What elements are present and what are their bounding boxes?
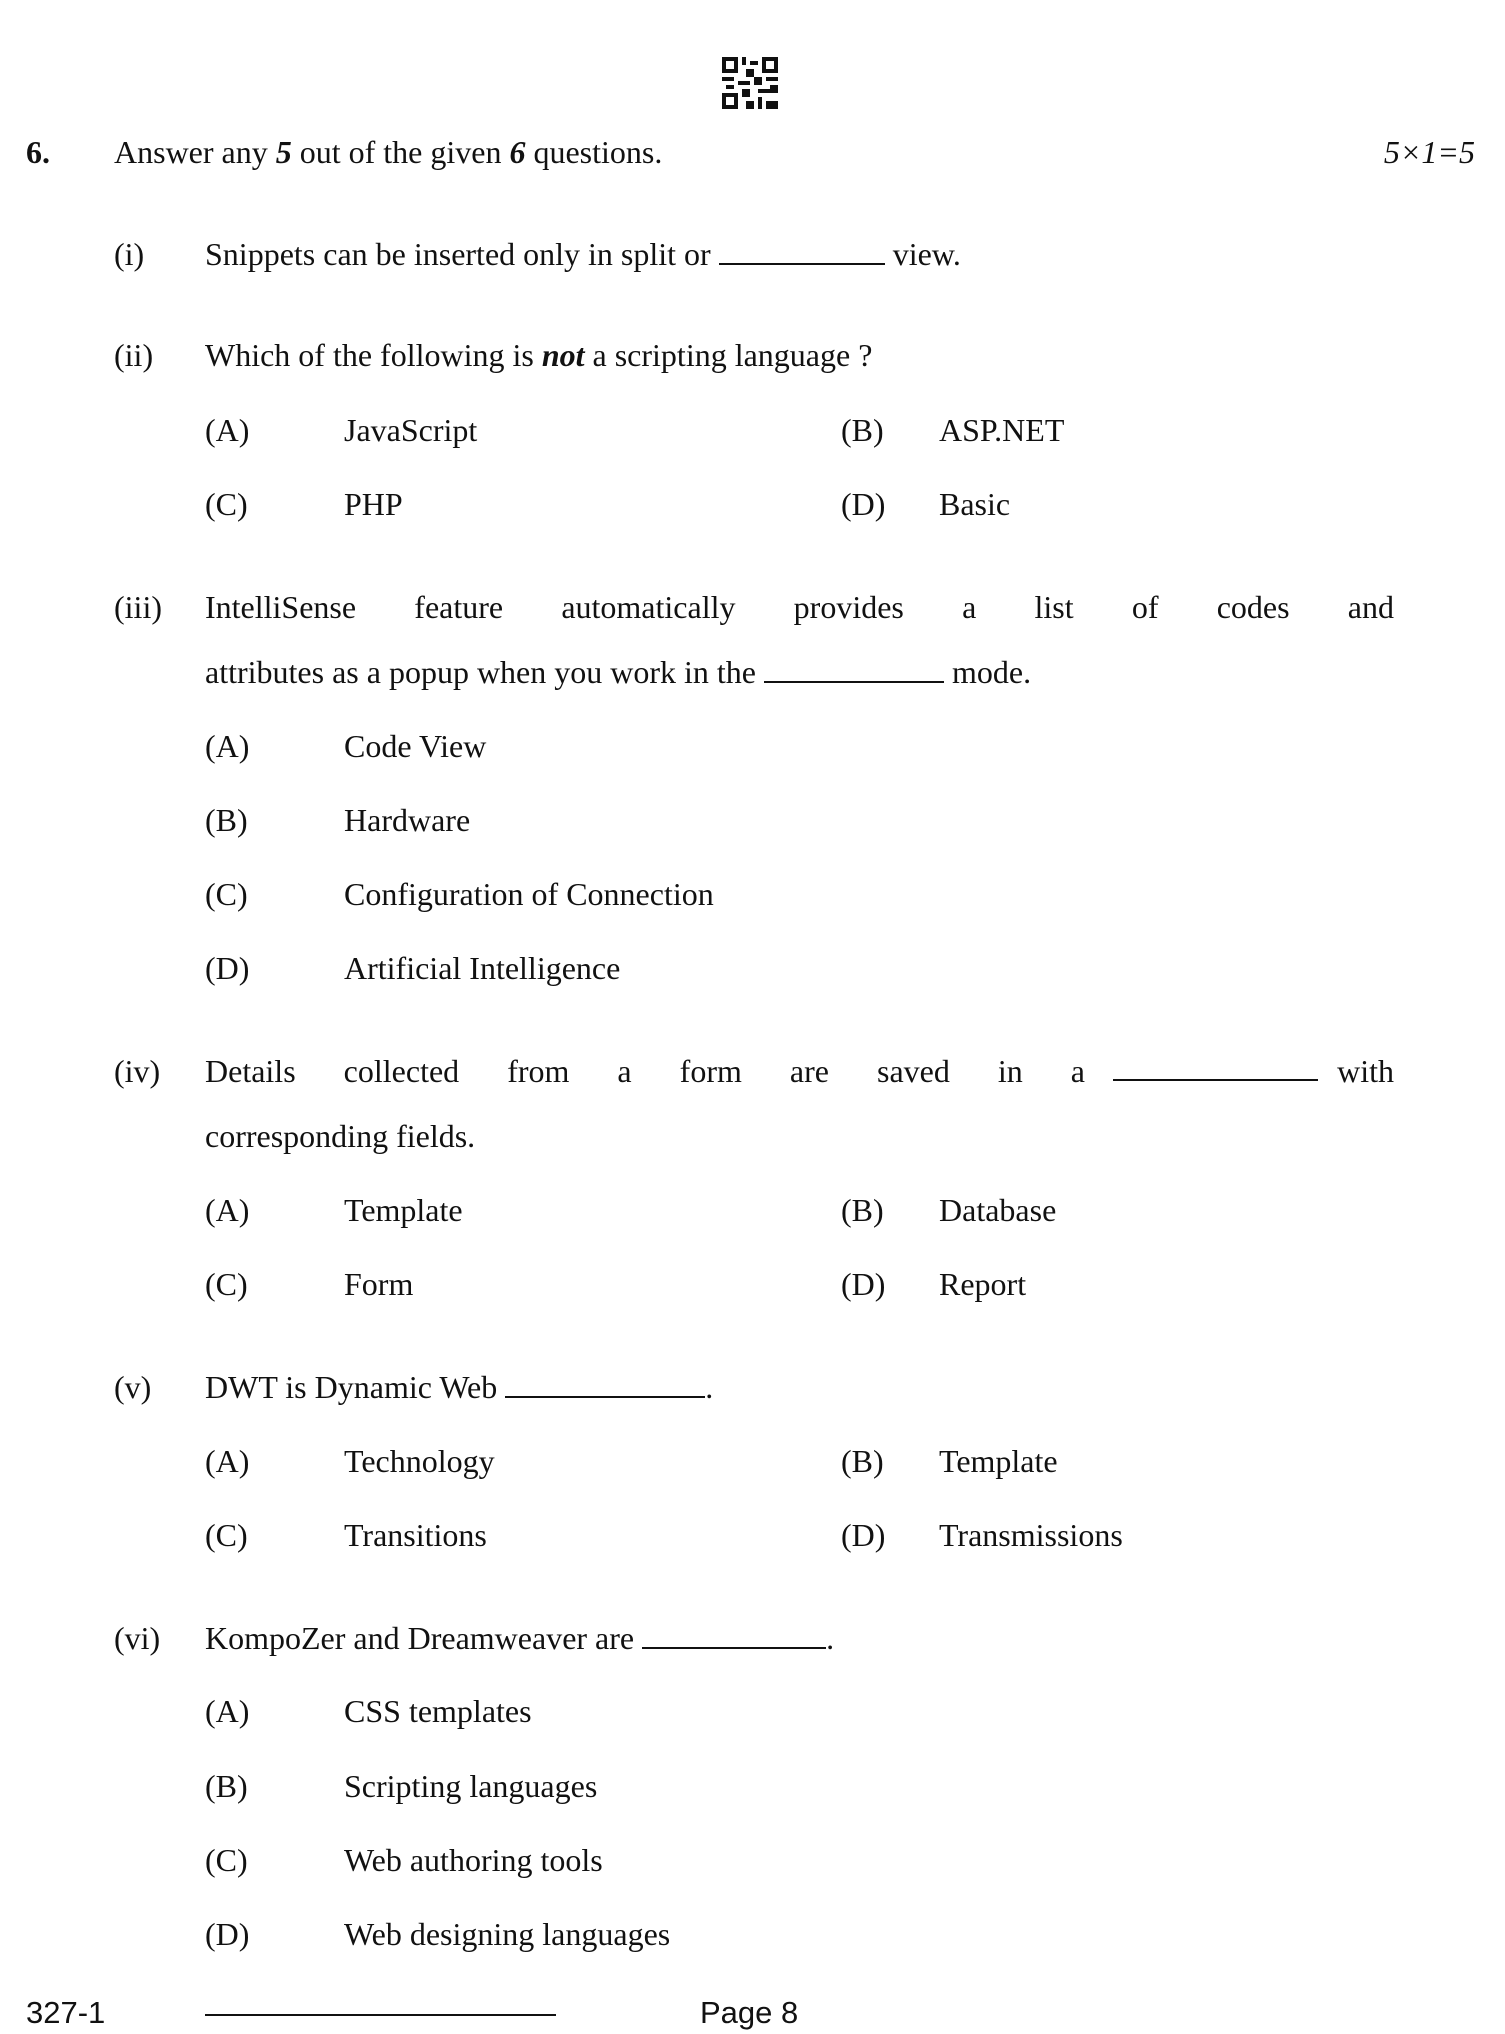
option-key: (D) <box>841 1517 886 1553</box>
option-key: (D) <box>205 950 250 986</box>
question-number: 6. <box>26 134 50 170</box>
question-instruction <box>114 134 662 170</box>
emphasis: not <box>541 337 585 373</box>
item-label: (v) <box>114 1369 152 1405</box>
instruction-text: Answer any <box>114 134 276 170</box>
text: a scripting language ? <box>584 337 873 373</box>
item-text <box>205 236 961 272</box>
qr-code-icon <box>722 57 778 109</box>
item-text: IntelliSense feature automatically provides a list of codes and <box>205 589 1394 625</box>
option-key: (D) <box>841 486 886 522</box>
option-text: Form <box>344 1266 414 1302</box>
blank <box>764 655 944 683</box>
option-key: (B) <box>841 412 884 448</box>
option-key: (C) <box>205 1517 248 1553</box>
option-text: JavaScript <box>344 412 478 448</box>
option-text: Transmissions <box>939 1517 1123 1553</box>
text: KompoZer and Dreamweaver are <box>205 1620 643 1656</box>
option-key: (A) <box>205 1443 250 1479</box>
option-key: (B) <box>205 1768 248 1804</box>
item-text: corresponding fields. <box>205 1118 476 1154</box>
option-text: PHP <box>344 486 403 522</box>
text: Which of the following is <box>205 337 542 373</box>
blank <box>642 1621 826 1649</box>
item-text <box>205 654 1031 690</box>
marks: 5×1=5 <box>1383 134 1475 170</box>
text: Snippets can be inserted only in split or <box>205 236 719 272</box>
instruction-count: 5 <box>275 134 292 170</box>
instruction-text: questions. <box>525 134 663 170</box>
option-text: Code View <box>344 728 487 764</box>
option-key: (B) <box>205 802 248 838</box>
item-text <box>205 1369 713 1405</box>
option-text: Scripting languages <box>344 1768 598 1804</box>
blank <box>1113 1053 1318 1081</box>
option-text: Configuration of Connection <box>344 876 714 912</box>
item-label: (iii) <box>114 589 162 625</box>
option-key: (A) <box>205 1192 250 1228</box>
option-key: (A) <box>205 1693 250 1729</box>
text: with <box>1337 1053 1394 1089</box>
text: . <box>826 1620 835 1656</box>
option-key: (A) <box>205 412 250 448</box>
text: DWT is Dynamic Web <box>205 1369 506 1405</box>
text: attributes as a popup when you work in the <box>205 654 764 690</box>
option-text: Transitions <box>344 1517 487 1553</box>
option-text: ASP.NET <box>939 412 1065 448</box>
option-text: Web authoring tools <box>344 1842 603 1878</box>
option-text: Template <box>939 1443 1058 1479</box>
option-text: Hardware <box>344 802 471 838</box>
item-text <box>205 1620 834 1656</box>
item-label: (iv) <box>114 1053 161 1089</box>
option-text: Technology <box>344 1443 495 1479</box>
item-label: (i) <box>114 236 145 272</box>
page-number: Page 8 <box>700 1995 799 2030</box>
option-text: Database <box>939 1192 1057 1228</box>
instruction-total: 6 <box>509 134 526 170</box>
paper-code: 327-1 <box>26 1995 106 2030</box>
blank <box>719 237 885 265</box>
item-label: (ii) <box>114 337 154 373</box>
text: mode. <box>944 654 1032 690</box>
item-label: (vi) <box>114 1620 161 1656</box>
option-key: (A) <box>205 728 250 764</box>
option-text: Basic <box>939 486 1011 522</box>
item-text <box>205 1053 1394 1089</box>
item-text <box>205 337 872 373</box>
option-key: (D) <box>205 1916 250 1952</box>
option-text: Artificial Intelligence <box>344 950 621 986</box>
option-key: (B) <box>841 1443 884 1479</box>
option-text: Template <box>344 1192 463 1228</box>
option-key: (C) <box>205 1266 248 1302</box>
text: . <box>705 1369 714 1405</box>
option-key: (C) <box>205 486 248 522</box>
option-key: (B) <box>841 1192 884 1228</box>
footer-divider <box>205 2014 556 2016</box>
text: Details collected from a form are saved in a <box>205 1053 1085 1089</box>
option-text: Web designing languages <box>344 1916 671 1952</box>
option-text: CSS templates <box>344 1693 532 1729</box>
option-text: Report <box>939 1266 1027 1302</box>
blank <box>505 1370 705 1398</box>
option-key: (D) <box>841 1266 886 1302</box>
option-key: (C) <box>205 876 248 912</box>
instruction-text: out of the given <box>291 134 510 170</box>
text: view. <box>884 236 961 272</box>
option-key: (C) <box>205 1842 248 1878</box>
